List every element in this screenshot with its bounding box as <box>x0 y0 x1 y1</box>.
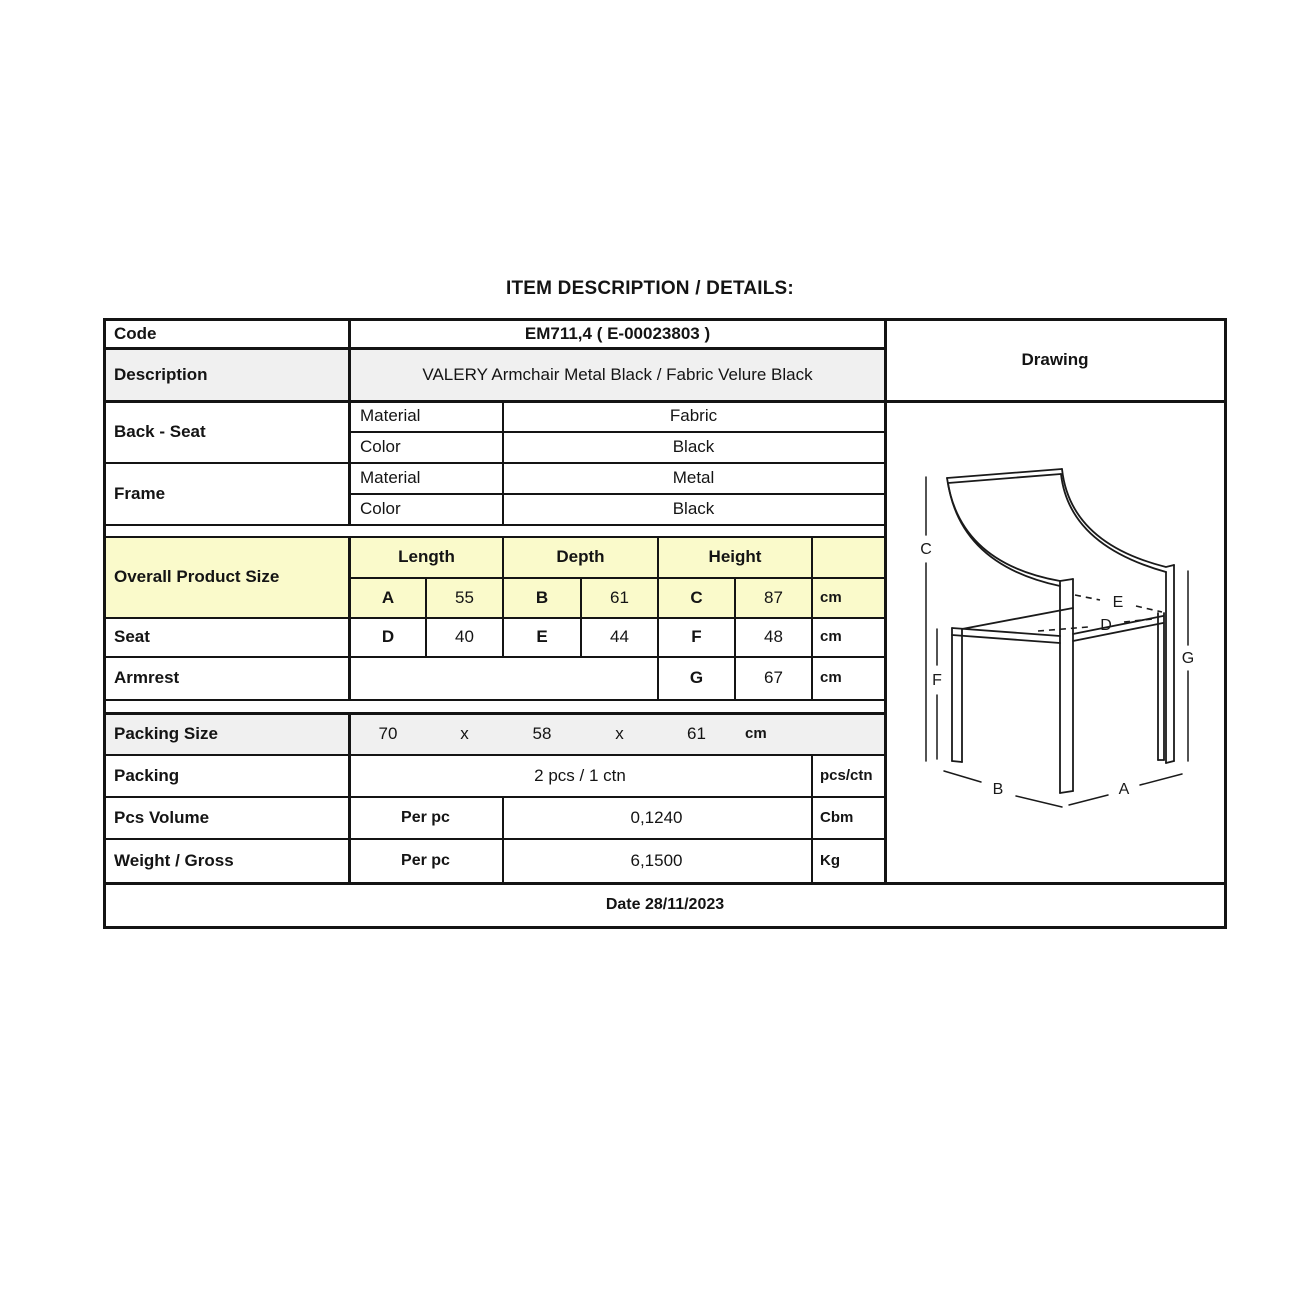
dim-line-b <box>944 771 981 782</box>
pcs-volume-value: 0,1240 <box>630 807 683 827</box>
overall-size-col-length: Length <box>398 547 455 567</box>
back-seat-color-label: Color <box>360 437 401 457</box>
pcs-volume-scope: Per pc <box>401 809 450 827</box>
overall-size-b-key: B <box>535 587 549 607</box>
code-label: Code <box>114 324 157 344</box>
overall-size-col-depth: Depth <box>556 547 605 567</box>
back-seat-material-label: Material <box>360 406 421 426</box>
dim-label-d: D <box>1100 617 1112 634</box>
weight-gross-scope: Per pc <box>401 852 450 870</box>
armrest-unit: cm <box>820 669 842 687</box>
page-title: ITEM DESCRIPTION / DETAILS: <box>506 277 794 299</box>
overall-size-label: Overall Product Size <box>114 567 280 587</box>
code-value: EM711,4 ( E-00023803 ) <box>524 324 711 344</box>
packing-size-unit: cm <box>745 724 767 742</box>
dim-label-f: F <box>932 672 942 689</box>
packing-value: 2 pcs / 1 ctn <box>534 765 626 785</box>
seat-e-val: 44 <box>610 627 629 647</box>
description-value: VALERY Armchair Metal Black / Fabric Velure Black <box>422 364 813 384</box>
overall-size-a-val: 55 <box>455 587 474 607</box>
packing-size-label: Packing Size <box>114 723 218 743</box>
grid-line <box>106 699 884 701</box>
seat-f-val: 48 <box>764 627 783 647</box>
frame-color-value: Black <box>672 499 715 519</box>
overall-size-b-val: 61 <box>610 587 629 607</box>
packing-size-v2: 58 <box>532 723 552 743</box>
weight-gross-unit: Kg <box>820 851 840 869</box>
packing-label: Packing <box>114 765 180 785</box>
seat-f-key: F <box>691 627 702 647</box>
packing-unit: pcs/ctn <box>820 766 873 784</box>
back-seat-label: Back - Seat <box>114 421 206 441</box>
overall-size-c-key: C <box>690 587 703 607</box>
armrest-label: Armrest <box>114 668 180 688</box>
dim-dash-d <box>1038 627 1088 631</box>
date-row: Date 28/11/2023 <box>605 895 725 913</box>
drawing-panel-title: Drawing <box>1021 349 1089 369</box>
seat-unit: cm <box>820 628 842 646</box>
dim-line-a <box>1140 774 1182 785</box>
seat-d-val: 40 <box>455 627 474 647</box>
armrest-g-val: 67 <box>764 668 783 688</box>
frame-label: Frame <box>114 483 166 503</box>
dim-label-b: B <box>992 781 1004 798</box>
packing-size-v1: 70 <box>378 723 398 743</box>
packing-size-sep1: x <box>460 723 469 743</box>
armrest-g-key: G <box>689 668 704 688</box>
dim-label-g: G <box>1181 650 1195 667</box>
dim-label-c: C <box>920 541 932 558</box>
weight-gross-value: 6,1500 <box>630 850 683 870</box>
overall-size-a-key: A <box>381 587 395 607</box>
frame-color-label: Color <box>360 499 401 519</box>
back-seat-material-value: Fabric <box>669 406 718 426</box>
dim-label-a: A <box>1118 781 1130 798</box>
overall-size-unit: cm <box>820 588 842 606</box>
packing-size-v3: 61 <box>687 723 706 743</box>
pcs-volume-unit: Cbm <box>820 808 854 826</box>
dim-label-e: E <box>1112 594 1124 611</box>
dim-line-a <box>1069 795 1108 805</box>
armchair-drawing <box>886 403 1224 882</box>
overall-size-c-val: 87 <box>764 587 783 607</box>
seat-e-key: E <box>536 627 548 647</box>
chair-outline <box>947 469 1174 793</box>
frame-material-label: Material <box>360 468 421 488</box>
grid-line <box>106 524 884 526</box>
frame-material-value: Metal <box>672 468 715 488</box>
dim-dash-e <box>1075 595 1100 600</box>
back-seat-color-value: Black <box>672 437 715 457</box>
description-label: Description <box>114 364 208 384</box>
seat-label: Seat <box>114 627 150 647</box>
seat-d-key: D <box>381 627 395 647</box>
weight-gross-label: Weight / Gross <box>114 850 234 870</box>
dim-dash-e <box>1136 606 1162 612</box>
dim-line-b <box>1016 796 1062 807</box>
pcs-volume-label: Pcs Volume <box>114 807 210 827</box>
packing-size-sep2: x <box>615 723 624 743</box>
overall-size-col-height: Height <box>708 547 762 567</box>
